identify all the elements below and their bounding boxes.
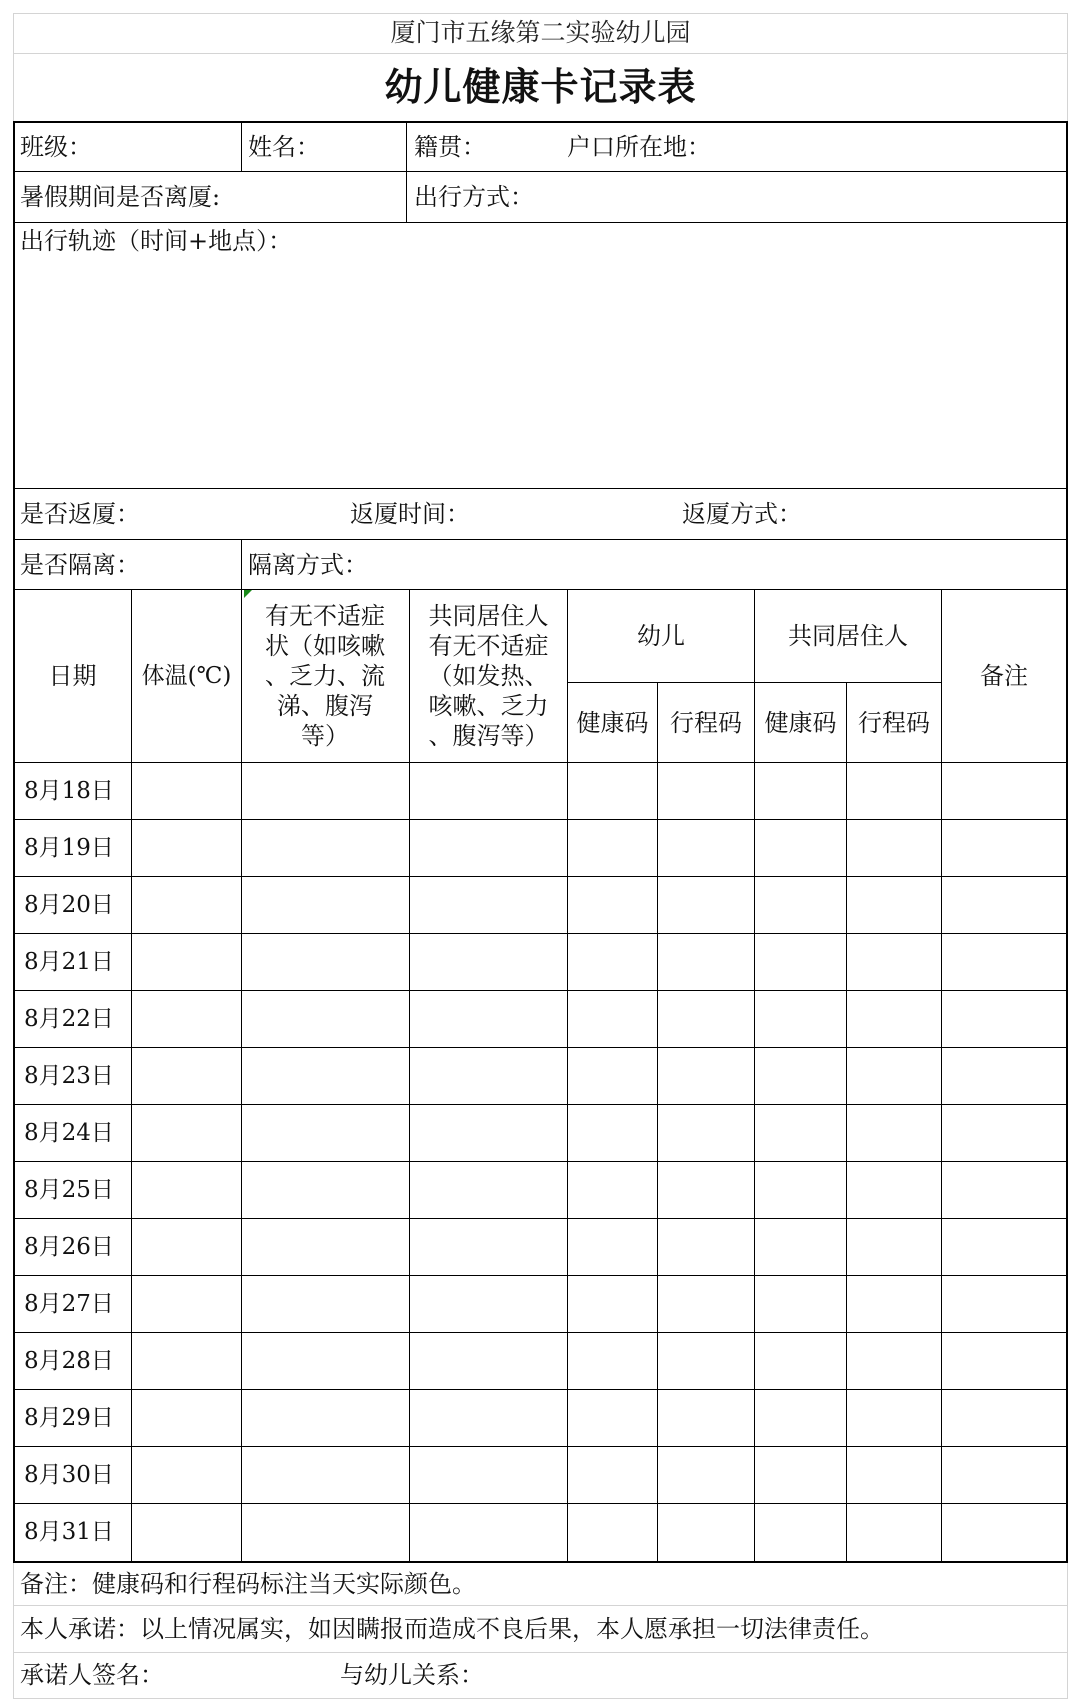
row-date: 8月23日: [24, 1063, 114, 1089]
row-date: 8月31日: [24, 1519, 114, 1545]
header-cohab-health-code: 健康码: [764, 708, 837, 737]
header-child-symptoms: 有无不适症 状（如咳嗽 、乏力、流 涕、腹泻 等）: [265, 602, 385, 750]
row-date: 8月25日: [24, 1177, 114, 1203]
footer-promise: 本人承诺：以上情况属实，如因瞒报而造成不良后果，本人愿承担一切法律责任。: [20, 1615, 884, 1643]
form-title: 幼儿健康卡记录表: [384, 65, 697, 109]
hukou-field[interactable]: 户口所在地：: [567, 133, 711, 161]
row-date: 8月22日: [24, 1006, 114, 1032]
header-cohab-symptoms: 共同居住人 有无不适症 （如发热、 咳嗽、乏力 、腹泻等）: [428, 602, 549, 750]
cell-comment-marker: [244, 590, 252, 598]
quarantine-field[interactable]: 是否隔离：: [20, 551, 140, 579]
class-field[interactable]: 班级：: [20, 133, 92, 161]
signature-field[interactable]: 承诺人签名：: [20, 1661, 164, 1689]
travel-mode-field[interactable]: 出行方式：: [414, 183, 534, 211]
header-child-trip-code: 行程码: [670, 708, 742, 737]
row-date: 8月20日: [24, 892, 114, 918]
header-temperature: 体温(℃): [141, 663, 232, 689]
header-date: 日期: [48, 662, 97, 690]
native-place-field[interactable]: 籍贯：: [414, 133, 486, 161]
header-cohabitant-group: 共同居住人: [788, 622, 908, 650]
row-date: 8月26日: [24, 1234, 114, 1260]
row-date: 8月24日: [24, 1120, 114, 1146]
name-field[interactable]: 姓名：: [248, 133, 320, 161]
row-date: 8月28日: [24, 1348, 114, 1374]
header-child-health-code: 健康码: [576, 708, 649, 737]
row-date: 8月18日: [24, 778, 114, 804]
footer-note: 备注：健康码和行程码标注当天实际颜色。: [20, 1570, 476, 1598]
header-remarks: 备注: [980, 662, 1028, 690]
return-mode-field[interactable]: 返厦方式：: [682, 500, 802, 528]
return-time-field[interactable]: 返厦时间：: [350, 500, 470, 528]
trajectory-input-area[interactable]: [14, 266, 1067, 486]
left-xiamen-field[interactable]: 暑假期间是否离厦:: [20, 183, 221, 211]
returned-field[interactable]: 是否返厦：: [20, 500, 140, 528]
row-date: 8月27日: [24, 1291, 114, 1317]
relation-field[interactable]: 与幼儿关系：: [340, 1661, 484, 1689]
row-date: 8月21日: [24, 949, 114, 975]
row-date: 8月19日: [24, 835, 114, 861]
header-child-group: 幼儿: [637, 622, 685, 650]
quarantine-mode-field[interactable]: 隔离方式：: [248, 551, 368, 579]
row-date: 8月30日: [24, 1462, 114, 1488]
row-date: 8月29日: [24, 1405, 114, 1431]
school-name: 厦门市五缘第二实验幼儿园: [390, 18, 691, 47]
trajectory-label: 出行轨迹（时间+地点）：: [20, 227, 293, 255]
header-cohab-trip-code: 行程码: [858, 708, 930, 737]
